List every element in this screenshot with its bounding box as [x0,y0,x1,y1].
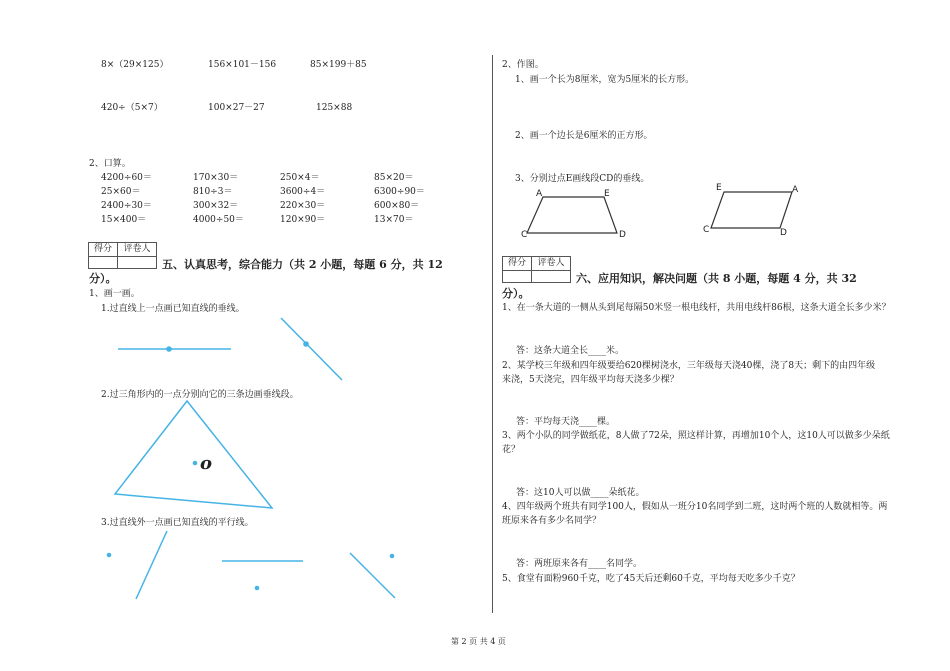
calc-2-2: 100×27－27 [208,103,265,113]
section5-q1-2: 2.过三角形内的一点分别向它的三条边画垂线段。 [101,390,299,400]
oral-cell: 300×32＝ [193,201,239,211]
section6-a3: 答：这10人可以做____朵纸花。 [516,488,645,498]
section6-q3: 3、两个小队的同学做纸花，8人做了72朵，照这样计算，再增加10个人，这10人可以做多少朵纸 [502,431,890,441]
trapezoid-label-d: D [619,230,626,240]
parallelogram-label-e: E [716,183,722,193]
slanted-line-1 [136,531,167,599]
parallelogram-label-a: A [792,185,799,195]
slanted-line-figure [281,318,342,380]
external-point-3 [390,554,395,559]
page-footer: 第 2 页 共 4 页 [451,637,506,646]
trapezoid-label-a: A [536,189,543,199]
trapezoid-figure [527,197,617,233]
oral-cell: 810÷3＝ [193,187,233,197]
slanted-line-3 [350,553,395,598]
oral-cell: 6300÷90＝ [374,187,425,197]
section5-title-cont: 分）。 [89,272,117,285]
section5-q1-3: 3.过直线外一点画已知直线的平行线。 [101,518,254,528]
oral-cell: 250×4＝ [280,173,320,183]
oral-cell: 15×400＝ [101,215,147,225]
section6-q4: 4、四年级两个班共有同学100人，假如从一班分10名同学到二班，这时两个班的人数就相等。两 [502,502,888,512]
section6-q5: 5、食堂有面粉960千克，吃了45天后还剩60千克，平均每天吃多少千克？ [502,574,800,584]
drawing-item-2: 2、画一个边长是6厘米的正方形。 [515,131,653,141]
trapezoid-label-e: E [604,189,610,199]
parallelogram-figure [711,192,792,228]
oral-cell: 2400÷30＝ [101,201,152,211]
drawing-heading: 2、作图。 [502,60,544,70]
drawing-item-3: 3、分别过点E画线段CD的垂线。 [515,174,650,184]
triangle-figure [115,401,272,508]
section6-a2: 答：平均每天浇____棵。 [516,417,616,427]
oral-cell: 85×20＝ [374,173,414,183]
oral-heading: 2、口算。 [89,159,131,169]
oral-cell: 120×90＝ [280,215,326,225]
point-o [193,461,198,466]
section6-a4: 答：两班原来各有____名同学。 [516,559,643,569]
oral-cell: 25×60＝ [101,187,141,197]
score-label: 得分 [503,257,532,270]
grader-label: 评卷人 [537,258,565,268]
oral-cell: 4200÷60＝ [101,173,152,183]
section6-q4-cont: 班原来各有多少名同学？ [502,516,602,526]
section6-title-cont: 分）。 [502,287,530,300]
section6-q1: 1、在一条大道的一侧从头到尾每隔50米竖一根电线杆，共用电线杆86根，这条大道全长多少米？ [502,303,891,313]
section5-q1-1: 1.过直线上一点画已知直线的垂线。 [101,304,245,314]
calc-2-1: 420÷（5×7） [101,103,163,113]
parallelogram-label-c: C [703,225,710,235]
calc-1-2: 156×101－156 [208,60,277,70]
oral-cell: 220×30＝ [280,201,326,211]
parallelogram-label-d: D [780,228,787,238]
grader-label: 评卷人 [123,244,151,254]
section5-q1: 1、画一画。 [89,289,140,299]
section6-q2-cont: 来浇，5天浇完，四年级平均每天浇多少棵？ [502,375,679,385]
section6-title: 六、应用知识，解决问题（共 8 小题，每题 4 分，共 32 [576,272,857,285]
oral-cell: 3600÷4＝ [280,187,326,197]
section6-q2: 2、某学校三年级和四年级要给620棵树浇水，三年级每天浇40棵，浇了8天；剩下的由四年级 [502,361,876,371]
section5-title: 五、认真思考，综合能力（共 2 小题，每题 6 分，共 12 [162,258,443,271]
external-point-1 [107,553,112,558]
calc-2-3: 125×88 [316,103,353,113]
point-o-label: o [200,453,213,474]
point-on-line [166,346,172,352]
section6-q3-cont: 花？ [502,445,521,455]
section6-a1: 答：这条大道全长____米。 [516,346,625,356]
calc-1-3: 85×199＋85 [310,60,367,70]
trapezoid-label-c: C [521,230,528,240]
oral-cell: 4000÷50＝ [193,215,244,225]
oral-cell: 13×70＝ [374,215,414,225]
point-on-slanted-line [303,341,309,347]
oral-cell: 170×30＝ [193,173,239,183]
oral-cell: 600×80＝ [374,201,420,211]
score-label: 得分 [89,243,118,256]
external-point-2 [255,586,260,591]
calc-1-1: 8×（29×125） [101,60,169,70]
drawing-item-1: 1、画一个长为8厘米，宽为5厘米的长方形。 [515,75,695,85]
